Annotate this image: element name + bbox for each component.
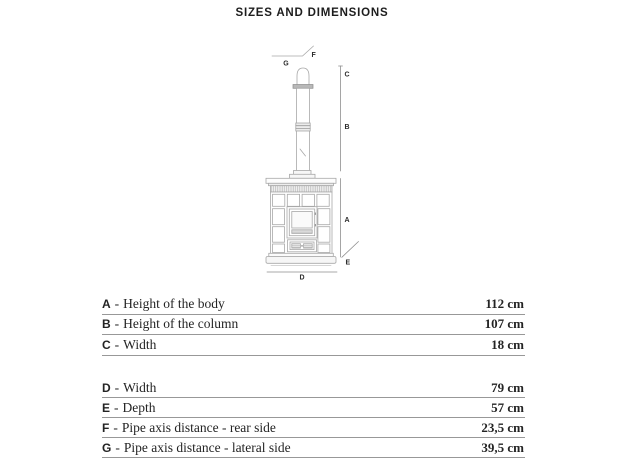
dim-value: 112 cm bbox=[485, 295, 524, 311]
separator: - bbox=[114, 316, 120, 332]
stove-top-cap bbox=[294, 171, 312, 175]
dimensions-table-column bbox=[102, 294, 525, 356]
flue-dome bbox=[297, 68, 309, 85]
dim-label-e: E bbox=[345, 259, 351, 267]
fire-door bbox=[287, 207, 317, 238]
pipe-axis-lines bbox=[272, 46, 314, 56]
dim-value: 79 cm bbox=[491, 379, 524, 395]
dim-key: F bbox=[102, 420, 110, 435]
flue-joint bbox=[296, 123, 310, 131]
dim-key: G bbox=[102, 440, 112, 455]
separator: - bbox=[115, 439, 120, 455]
page-title: SIZES AND DIMENSIONS bbox=[235, 7, 389, 19]
dim-label: Width bbox=[123, 379, 157, 395]
dim-label-d: D bbox=[299, 274, 305, 282]
table-row bbox=[102, 418, 525, 438]
table-row bbox=[102, 315, 525, 336]
dim-key: A bbox=[102, 296, 111, 311]
stove-cornice bbox=[266, 178, 336, 183]
dim-value: 23,5 cm bbox=[481, 419, 524, 435]
table-row bbox=[102, 294, 525, 315]
separator: - bbox=[114, 336, 120, 352]
stove-frieze bbox=[271, 186, 333, 192]
dim-key: E bbox=[102, 400, 111, 415]
dimensions-table-body bbox=[102, 378, 525, 458]
separator: - bbox=[113, 419, 118, 435]
table-row bbox=[102, 438, 525, 458]
dim-label: Depth bbox=[122, 399, 156, 415]
dim-label: Height of the body bbox=[123, 295, 225, 311]
table-row bbox=[102, 398, 525, 418]
stove-dimension-diagram bbox=[250, 38, 370, 288]
dim-key: C bbox=[102, 337, 111, 352]
table-row bbox=[102, 335, 525, 356]
dim-label: Width bbox=[123, 336, 157, 352]
dim-key: B bbox=[102, 317, 111, 332]
dim-label-c: C bbox=[344, 71, 350, 79]
dim-key: D bbox=[102, 380, 111, 395]
base-plinth bbox=[266, 253, 336, 265]
separator: - bbox=[114, 399, 119, 415]
ash-drawer bbox=[288, 240, 317, 252]
dim-label-b: B bbox=[344, 124, 350, 131]
dim-label-g: G bbox=[283, 60, 289, 68]
door-hinge bbox=[314, 213, 316, 215]
dim-value: 57 cm bbox=[491, 399, 524, 415]
dim-label-a: A bbox=[344, 217, 350, 224]
dim-label: Pipe axis distance - rear side bbox=[121, 419, 276, 435]
dim-line-depth bbox=[342, 242, 359, 258]
separator: - bbox=[114, 379, 120, 395]
dim-label: Height of the column bbox=[123, 316, 239, 332]
separator: - bbox=[114, 295, 120, 311]
flue-collar bbox=[293, 85, 313, 89]
dim-value: 107 cm bbox=[484, 316, 524, 332]
dim-value: 18 cm bbox=[491, 336, 524, 352]
dim-label-f: F bbox=[311, 52, 316, 59]
dim-label: Pipe axis distance - lateral side bbox=[123, 439, 291, 455]
dim-value: 39,5 cm bbox=[481, 439, 524, 455]
table-row bbox=[102, 378, 525, 398]
